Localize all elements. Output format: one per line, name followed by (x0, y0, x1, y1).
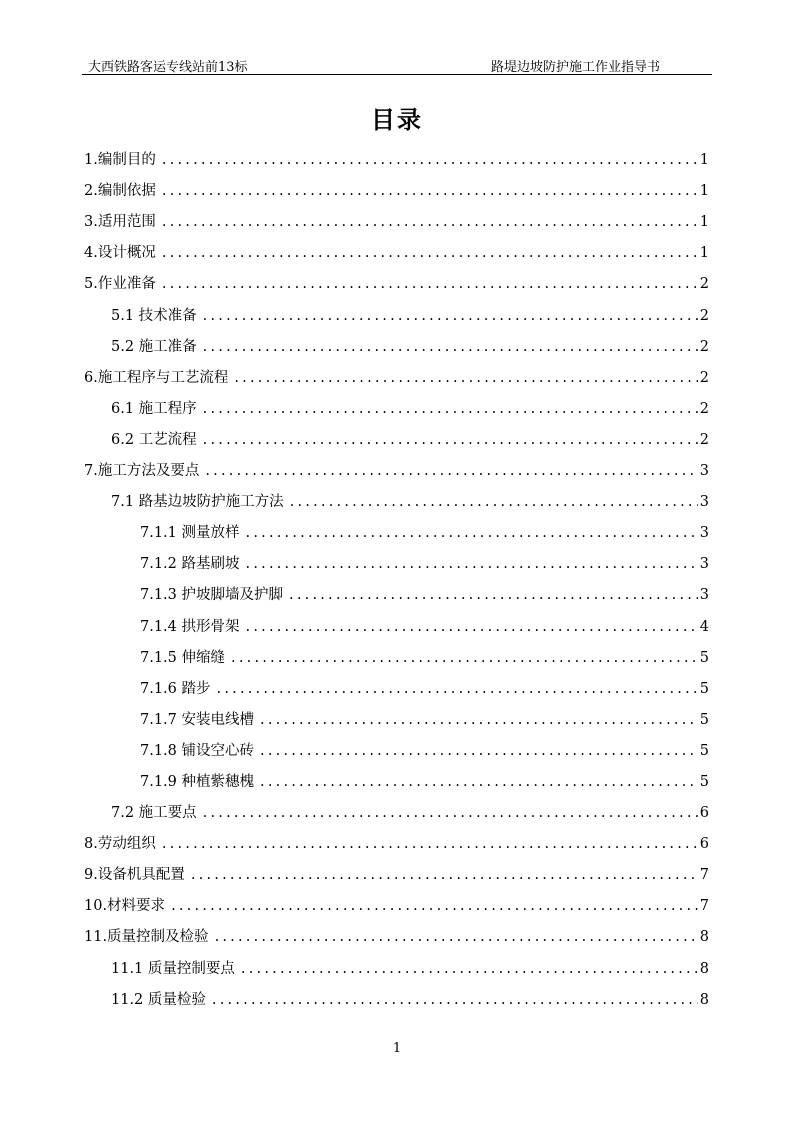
toc-entry-text: 7.1 路基边坡防护施工方法 (111, 494, 284, 511)
toc-entry[interactable] (84, 450, 709, 481)
toc-entry[interactable] (84, 201, 709, 232)
footer-page-number: 1 (392, 1041, 402, 1056)
toc-entry-page: 7 (699, 867, 709, 884)
toc-entry[interactable] (84, 761, 709, 792)
toc-entry-page: 3 (699, 494, 709, 511)
toc-entry-page: 2 (699, 276, 709, 293)
toc-entry[interactable] (84, 326, 709, 357)
toc-entry[interactable] (84, 730, 709, 761)
toc-dot-leader (215, 927, 698, 947)
toc-entry-text: 7.1.1 测量放样 (140, 525, 240, 542)
toc-entry-page: 6 (699, 836, 709, 853)
toc-entry-text: 5.1 技术准备 (111, 307, 197, 324)
toc-entry[interactable] (84, 605, 709, 636)
toc-dot-leader (171, 896, 698, 916)
toc-entry-page: 6 (699, 805, 709, 822)
toc-entry-page: 1 (699, 152, 709, 169)
toc-entry-text: 5.2 施工准备 (111, 338, 197, 355)
toc-entry-text: 9.设备机具配置 (84, 867, 185, 884)
toc-dot-leader (162, 181, 698, 201)
toc-entry[interactable] (84, 139, 709, 170)
toc-entry-text: 7.2 施工要点 (111, 805, 197, 822)
toc-entry-page: 5 (699, 773, 709, 790)
toc-dot-leader (260, 710, 698, 730)
toc-entry[interactable] (84, 263, 709, 294)
toc-entry-text: 7.1.4 拱形骨架 (140, 618, 240, 635)
toc-dot-leader (231, 648, 698, 668)
toc-entry-page: 5 (699, 742, 709, 759)
toc-entry-text: 7.1.9 种植紫穗槐 (140, 773, 255, 790)
toc-dot-leader (290, 492, 698, 512)
toc-entry-page: 3 (699, 556, 709, 573)
toc-entry[interactable] (84, 419, 709, 450)
toc-dot-leader (241, 959, 698, 979)
toc-entry-page: 8 (699, 991, 709, 1008)
toc-entry[interactable] (84, 823, 709, 854)
toc-entry-text: 2.编制依据 (84, 183, 156, 200)
toc-dot-leader (289, 585, 698, 605)
toc-entry[interactable] (84, 232, 709, 263)
toc-entry[interactable] (84, 543, 709, 574)
toc-entry-page: 2 (699, 431, 709, 448)
toc-entry-page: 7 (699, 898, 709, 915)
toc-entry-page: 2 (699, 369, 709, 386)
toc-entry-text: 7.1.2 路基刷坡 (140, 556, 240, 573)
toc-dot-leader (205, 461, 697, 481)
toc-entry-page: 1 (699, 183, 709, 200)
toc-entry-text: 11.2 质量检验 (111, 991, 206, 1008)
toc-dot-leader (217, 679, 698, 699)
toc-entry[interactable] (84, 885, 709, 916)
toc-entry-page: 1 (699, 245, 709, 262)
toc-entry-text: 5.作业准备 (84, 276, 156, 293)
toc-entry[interactable] (84, 668, 709, 699)
toc-dot-leader (246, 554, 698, 574)
toc-entry-text: 4.设计概况 (84, 245, 156, 262)
toc-dot-leader (162, 212, 698, 232)
toc-entry-text: 6.施工程序与工艺流程 (84, 369, 229, 386)
toc-entry-text: 3.适用范围 (84, 214, 156, 231)
toc-entry-page: 8 (699, 929, 709, 946)
toc-dot-leader (162, 834, 698, 854)
toc-entry-page: 3 (699, 525, 709, 542)
toc-dot-leader (246, 523, 698, 543)
toc-entry-text: 8.劳动组织 (84, 836, 156, 853)
toc-dot-leader (203, 803, 698, 823)
toc-dot-leader (203, 430, 698, 450)
toc-entry-text: 11.1 质量控制要点 (111, 960, 235, 977)
toc-entry[interactable] (84, 574, 709, 605)
toc-entry[interactable] (84, 637, 709, 668)
toc-entry-text: 10.材料要求 (84, 898, 166, 915)
toc-entry-page: 8 (699, 960, 709, 977)
toc-dot-leader (203, 306, 698, 326)
header-project-name: 大西铁路客运专线站前13标 (88, 60, 248, 75)
toc-dot-leader (162, 274, 698, 294)
toc-entry-page: 3 (699, 463, 709, 480)
toc-entry[interactable] (84, 357, 709, 388)
toc-entry-page: 5 (699, 711, 709, 728)
toc-entry-text: 7.1.7 安装电线槽 (140, 711, 255, 728)
table-of-contents (84, 139, 709, 1010)
toc-entry[interactable] (84, 947, 709, 978)
toc-dot-leader (260, 741, 698, 761)
toc-entry-page: 2 (699, 400, 709, 417)
toc-entry[interactable] (84, 699, 709, 730)
toc-entry-page: 4 (699, 618, 709, 635)
toc-entry[interactable] (84, 481, 709, 512)
toc-entry-text: 7.施工方法及要点 (84, 463, 200, 480)
toc-entry-page: 2 (699, 307, 709, 324)
toc-entry[interactable] (84, 388, 709, 419)
page-header (82, 52, 712, 75)
toc-entry-text: 7.1.5 伸缩缝 (140, 649, 226, 666)
toc-dot-leader (203, 399, 698, 419)
toc-entry-text: 7.1.3 护坡脚墙及护脚 (140, 587, 284, 604)
toc-entry[interactable] (84, 854, 709, 885)
toc-entry[interactable] (84, 512, 709, 543)
toc-entry-page: 3 (699, 587, 709, 604)
toc-entry[interactable] (84, 792, 709, 823)
toc-entry-text: 6.2 工艺流程 (111, 431, 197, 448)
toc-entry-text: 6.1 施工程序 (111, 400, 197, 417)
toc-entry[interactable] (84, 294, 709, 325)
toc-dot-leader (162, 243, 698, 263)
toc-entry-page: 5 (699, 680, 709, 697)
toc-entry-text: 7.1.8 铺设空心砖 (140, 742, 255, 759)
toc-entry-page: 5 (699, 649, 709, 666)
toc-dot-leader (246, 617, 698, 637)
toc-entry-text: 7.1.6 踏步 (140, 680, 211, 697)
toc-entry-text: 11.质量控制及检验 (84, 929, 209, 946)
toc-title: 目录 (371, 105, 423, 134)
toc-dot-leader (203, 337, 698, 357)
toc-entry-page: 2 (699, 338, 709, 355)
toc-entry-page: 1 (699, 214, 709, 231)
toc-entry[interactable] (84, 916, 709, 947)
toc-dot-leader (234, 368, 697, 388)
header-document-name: 路堤边坡防护施工作业指导书 (490, 60, 660, 75)
toc-entry-text: 1.编制目的 (84, 152, 156, 169)
toc-dot-leader (212, 990, 698, 1010)
toc-entry[interactable] (84, 170, 709, 201)
toc-dot-leader (260, 772, 698, 792)
toc-dot-leader (162, 150, 698, 170)
toc-dot-leader (191, 865, 698, 885)
toc-entry[interactable] (84, 979, 709, 1010)
